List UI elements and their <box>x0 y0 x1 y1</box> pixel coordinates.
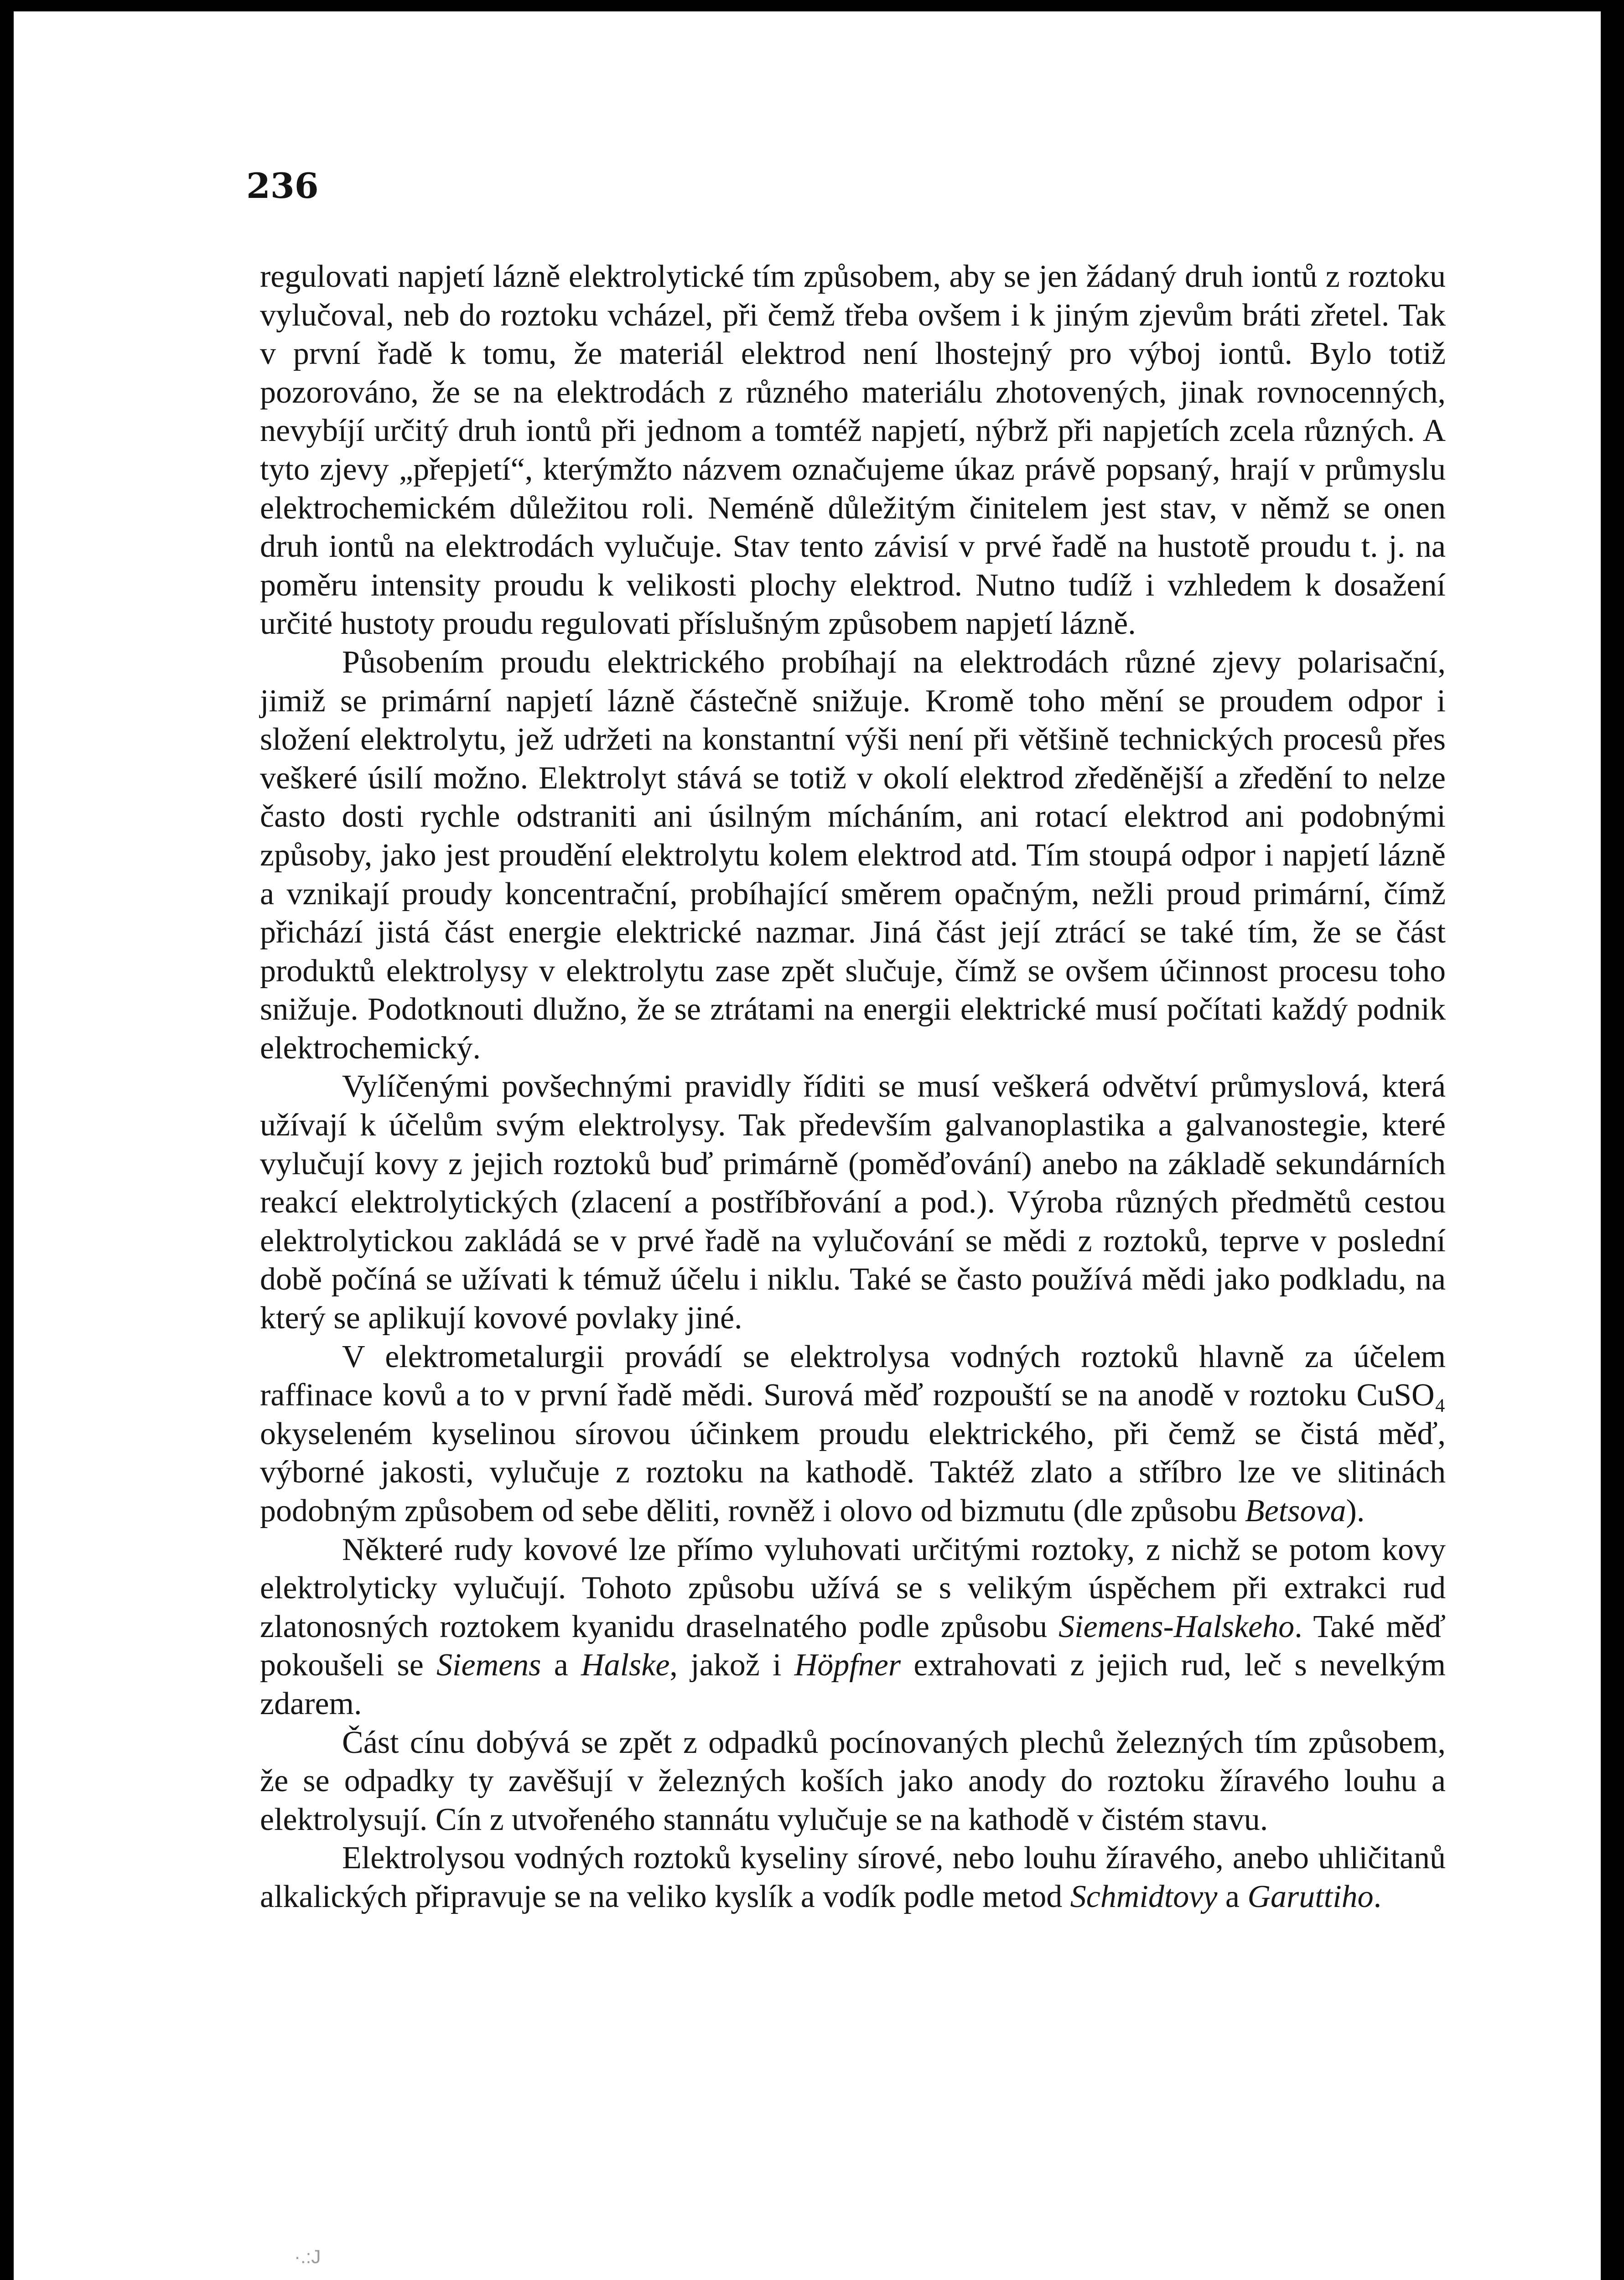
paragraph-4 <box>260 1338 1446 1531</box>
paragraph-2 <box>260 643 1446 1068</box>
italic-name: Siemens-Halskeho <box>1058 1609 1295 1644</box>
body-text <box>260 258 1446 1917</box>
paragraph-text: ). <box>1346 1493 1365 1529</box>
italic-name: Betsova <box>1245 1493 1346 1529</box>
book-page <box>14 11 1601 2280</box>
paragraph-3 <box>260 1067 1446 1337</box>
page-number: 236 <box>246 166 319 206</box>
paragraph-5 <box>260 1531 1446 1724</box>
italic-name: Garuttiho <box>1247 1879 1374 1914</box>
paragraph-text: V elektrometalurgii provádí se elektrolysa vodných roztoků hlavně za účelem raffinace kovů a to v první řadě mědi. Surová měď rozpouští se na anodě v roztoku CuSO₄ okyseleném kyselinou sírovou účinkem proudu elektrického, při čemž se čistá měď, výborné jakosti, vylučuje z roztoku na kathodě. Taktéž zlato a stříbro lze ve slitinách podobným způsobem od sebe děliti, rovněž i olovo od bizmutu (dle způsobu <box>260 1339 1446 1529</box>
italic-name: Schmidtovy <box>1070 1879 1218 1914</box>
paragraph-text: regulovati napjetí lázně elektrolytické tím způsobem, aby se jen žádaný druh iontů z roztoku vylučoval, neb do roztoku vcházel, při čemž třeba ovšem i k jiným zjevům bráti zřetel. Tak v první řadě k tomu, že materiál elektrod není lhostejný pro výboj iontů. Bylo totiž pozorováno, že se na elektrodách z různého materiálu zhotovených, jinak rovnocenných, nevybíjí určitý druh iontů při jednom a tomtéž napjetí, nýbrž při napjetích zcela různých. A tyto zjevy „přepjetí“, kterýmžto názvem označujeme úkaz právě popsaný, hrají v průmyslu elektrochemickém důležitou roli. Neméně důležitým činitelem jest stav, v němž se onen druh iontů na elektrodách vylučuje. Stav tento závisí v prvé řadě na hustotě proudu t. j. na poměru intensity proudu k velikosti plochy elektrod. Nutno tudíž i vzhledem k dosažení určité hustoty proudu regulovati příslušným způsobem napjetí lázně. <box>260 259 1446 642</box>
paragraph-text: . Také měď pokoušeli se <box>260 1609 1446 1683</box>
italic-name: Siemens <box>436 1648 541 1683</box>
paragraph-1 <box>260 258 1446 643</box>
italic-name: Halske <box>581 1648 670 1683</box>
paragraph-text: a <box>1217 1879 1248 1914</box>
paragraph-text: . <box>1373 1879 1382 1914</box>
paragraph-6 <box>260 1724 1446 1840</box>
bottom-mark: ·.:J <box>294 2246 321 2267</box>
paragraph-text: a <box>541 1648 581 1683</box>
paragraph-text: Vylíčenými povšechnými pravidly říditi se musí veškerá odvětví průmyslová, která užívají k účelům svým elektrolysy. Tak především galvanoplastika a galvanostegie, které vylučují kovy z jejich roztoků buď primárně (poměďování) anebo na základě sekundárních reakcí elektrolytických (zlacení a postříbřování a pod.). Výroba různých předmětů cestou elektrolytickou zakládá se v prvé řadě na vylučování se mědi z roztoků, teprve v poslední době počíná se užívati k témuž účelu i niklu. Také se často používá mědi jako podkladu, na který se aplikují kovové povlaky jiné. <box>260 1069 1446 1336</box>
paragraph-text: Některé rudy kovové lze přímo vyluhovati určitými roztoky, z nichž se potom kovy elektrolyticky vylučují. Tohoto způsobu užívá se s velikým úspěchem při extrakci rud zlatonosných roztokem kyanidu draselnatého podle způsobu <box>260 1532 1446 1644</box>
italic-name: Höpfner <box>794 1648 901 1683</box>
paragraph-text: Působením proudu elektrického probíhají na elektrodách různé zjevy polarisační, jimiž se primární napjetí lázně částečně snižuje. Kromě toho mění se proudem odpor i složení elektrolytu, jež udržeti na konstantní výši není při většině technických procesů přes veškeré úsilí možno. Elektrolyt stává se totiž v okolí elektrod zředěnější a zředění to nelze často dosti rychle odstraniti ani úsilným mícháním, ani rotací elektrod ani podobnými způsoby, jako jest proudění elektrolytu kolem elektrod atd. Tím stoupá odpor i napjetí lázně a vznikají proudy koncentrační, probíhající směrem opačným, nežli proud primární, čímž přichází jistá část energie elektrické nazmar. Jiná část její ztrácí se také tím, že se část produktů elektrolysy v elektrolytu zase zpět slučuje, čímž se ovšem účinnost procesu toho snižuje. Podotknouti dlužno, že se ztrátami na energii elektrické musí počítati každý podnik elektrochemický. <box>260 644 1446 1066</box>
paragraph-text: , jakož i <box>669 1648 794 1683</box>
paragraph-7 <box>260 1839 1446 1916</box>
paragraph-text: Část cínu dobývá se zpět z odpadků pocínovaných plechů železných tím způsobem, že se odpadky ty zavěšují v železných koších jako anody do roztoku žíravého louhu a elektrolysují. Cín z utvořeného stannátu vylučuje se na kathodě v čistém stavu. <box>260 1725 1446 1837</box>
paragraph-text: Elektrolysou vodných roztoků kyseliny sírové, nebo louhu žíravého, anebo uhličitanů alkalických připravuje se na veliko kyslík a vodík podle metod <box>260 1840 1446 1914</box>
paragraph-text: extrahovati z jejich rud, leč s nevelkým zdarem. <box>260 1648 1446 1721</box>
